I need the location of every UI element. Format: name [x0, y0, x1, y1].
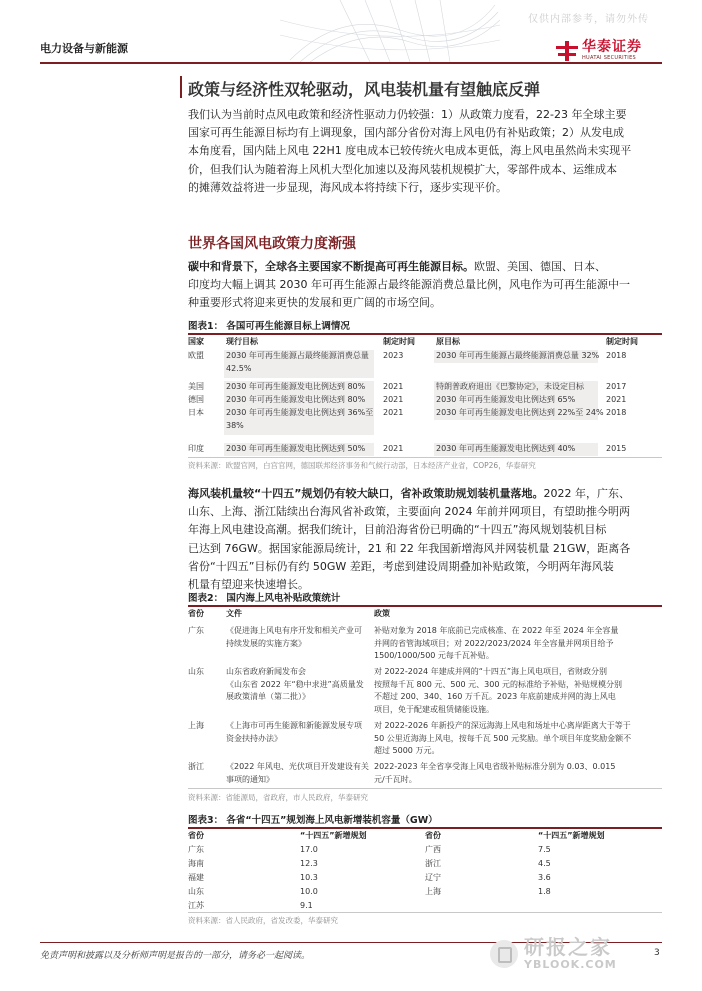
policy-paragraph: [188, 258, 662, 313]
huatai-logo: [556, 40, 642, 61]
table2: [188, 608, 662, 784]
intro-line: 我们认为当前时点风电政策和经济性驱动力仍较强：1）从政策力度看，22-23 年全球主要: [188, 108, 627, 121]
table3-province: 山东: [188, 887, 204, 896]
table1-original-target: 2030 年可再生能源发电比例达到 65%: [436, 395, 576, 404]
table3-province: 江苏: [188, 901, 204, 910]
table1-original-time: 2015: [606, 444, 627, 453]
header-divider: [40, 62, 662, 64]
offshore-line: 省份“十四五”目标仍有约 50GW 差距，考虑到建设周期叠加补贴政策，今明两年海风装: [188, 559, 614, 573]
header-globe-decoration: [280, 0, 500, 62]
table2-province: 浙江: [188, 762, 204, 771]
table2-province: 山东: [188, 667, 204, 676]
logo-text-en: HUATAI SECURITIES: [582, 55, 636, 61]
watermark-text-en: YBLOOK.COM: [524, 958, 617, 971]
table1-current-time: 2021: [383, 444, 404, 453]
table1-country: 欧盟: [188, 351, 204, 360]
table1-current-target: 2030 年可再生能源占最终能源消费总量 42.5%: [226, 351, 369, 373]
table1-source: 资料来源：欧盟官网，白宫官网，德国联邦经济事务和气候行动部，日本经济产业省，COP26，华泰研究: [188, 461, 536, 470]
table3-bottom-rule: [188, 912, 662, 913]
section-title: 政策与经济性双轮驱动，风电装机量有望触底反弹: [188, 80, 541, 99]
table3-capacity: 17.0: [300, 845, 318, 854]
table2-bottom-rule: [188, 788, 662, 789]
policy-line: 欧盟、美国、德国、日本、: [474, 260, 606, 273]
table2-title: 图表2： 国内海上风电补贴政策统计: [188, 593, 341, 604]
footer-disclaimer: 免责声明和披露以及分析师声明是报告的一部分，请务必一起阅读。: [40, 951, 311, 961]
section-subtitle: 世界各国风电政策力度渐强: [188, 236, 356, 252]
table2-province: 上海: [188, 721, 204, 730]
table1-original-time: 2018: [606, 408, 627, 417]
table2-policy: 2022-2023 年全省享受海上风电省级补贴标准分别为 0.03、0.015 元/千瓦时。: [374, 762, 616, 784]
table2-document: 山东省政府新闻发布会 《山东省 2022 年“稳中求进”高质量发 展政策清单（第二批）》: [226, 667, 364, 701]
table2-province: 广东: [188, 626, 204, 635]
table1-header-cell: 国家: [188, 337, 204, 346]
table3-capacity: 9.1: [300, 901, 313, 910]
table3-province: 广东: [188, 845, 204, 854]
table2-top-rule: [188, 605, 662, 607]
table1-current-target: 2030 年可再生能源发电比例达到 80%: [226, 395, 366, 404]
header-watermark: 仅供内部参考，请勿外传: [528, 14, 649, 25]
table3-province: 福建: [188, 873, 204, 882]
table1-current-time: 2021: [383, 395, 404, 404]
table1-current-target: 2030 年可再生能源发电比例达到 80%: [226, 382, 366, 391]
table1-title: 图表1： 各国可再生能源目标上调情况: [188, 321, 350, 332]
policy-line: 种重要形式将迎来更快的发展和更广阔的市场空间。: [188, 296, 441, 310]
table3-capacity: 7.5: [538, 845, 551, 854]
table1-country: 日本: [188, 408, 204, 417]
table3-province: 广西: [425, 845, 441, 854]
table2-header-cell: 文件: [226, 609, 242, 618]
offshore-line: 年海上风电建设高潮。据我们统计，目前沿海省份已明确的“十四五”海风规划装机目标: [188, 523, 607, 537]
table3-capacity: 4.5: [538, 859, 551, 868]
table2-source: 资料来源：省能源局，省政府，市人民政府，华泰研究: [188, 793, 368, 802]
table1-original-time: 2018: [606, 351, 627, 360]
table1-bottom-rule: [188, 457, 662, 458]
intro-line: 国家可再生能源目标均有上调现象，国内部分省份对海上风电仍有补贴政策；2）从发电成: [188, 126, 624, 140]
header-category: 电力设备与新能源: [40, 42, 128, 55]
offshore-line: 2022 年，广东、: [543, 487, 630, 500]
table3-capacity: 10.3: [300, 873, 318, 882]
table1-original-target: 2030 年可再生能源发电比例达到 40%: [436, 444, 576, 453]
intro-line: 本角度看，国内陆上风电 22H1 度电成本已较传统火电成本更低，海上风电虽然尚未实现平: [188, 144, 632, 158]
table1-original-target: 2030 年可再生能源占最终能源消费总量 32%: [436, 351, 600, 360]
table1-country: 德国: [188, 395, 204, 404]
table2-header-cell: 政策: [374, 609, 390, 618]
table1-top-rule: [188, 333, 662, 335]
table3-capacity: 3.6: [538, 873, 551, 882]
table1-current-target: 2030 年可再生能源发电比例达到 50%: [226, 444, 366, 453]
table1-original-time: 2017: [606, 382, 627, 391]
table3-header-cell: “十四五”新增规划: [538, 831, 605, 840]
offshore-line: 已达到 76GW。据国家能源局统计，21 和 22 年我国新增海风并网装机量 21GW，距离各: [188, 541, 631, 555]
table1-header-cell: 制定时间: [383, 337, 415, 346]
logo-text-cn: 华泰证券: [582, 39, 642, 55]
table3-header-cell: 省份: [425, 831, 441, 840]
offshore-line: 山东、上海、浙江陆续出台海风省补政策，主要面向 2024 年前并网项目，有望助推今明两: [188, 505, 630, 519]
table1-header-cell: 制定时间: [606, 337, 638, 346]
table1-current-target: 2030 年可再生能源发电比例达到 36%至 38%: [226, 408, 374, 430]
table1-country: 印度: [188, 444, 204, 453]
table3-source: 资料来源：省人民政府，省发改委，华泰研究: [188, 916, 338, 925]
offshore-paragraph: [188, 485, 662, 594]
table2-document: 《上海市可再生能源和新能源发展专项 资金扶持办法》: [226, 721, 362, 743]
table1-country: 美国: [188, 382, 204, 391]
page-number: 3: [654, 948, 660, 958]
table1-current-time: 2023: [383, 351, 404, 360]
table3-province: 上海: [425, 887, 441, 896]
table3-capacity: 1.8: [538, 887, 551, 896]
intro-paragraph: [188, 106, 662, 197]
intro-line: 价，但我们认为随着海上风机大型化加速以及海风装机规模扩大，零部件成本、运维成本: [188, 162, 617, 176]
policy-line: 印度均大幅上调其 2030 年可再生能源占最终能源消费总量比例，风电作为可再生能源中一: [188, 278, 630, 292]
table2-policy: 对 2022-2024 年建成并网的“十四五”海上风电项目，省财政分别 按照每千瓦 800 元、500 元、300 元的标准给予补贴，补贴规模分别 不超过 200、340、160 万千瓦。2023 年底前建成并网的海上风电 项目，免于配建或租赁储能设施。: [374, 667, 622, 714]
logo-mark-icon: [556, 41, 578, 61]
table2-document: 《2022 年风电、光伏项目开发建设有关 事项的通知》: [226, 762, 369, 784]
table1-original-target: 特朗普政府退出《巴黎协定》，未设定目标: [436, 382, 584, 391]
table3-header-cell: 省份: [188, 831, 204, 840]
offshore-lead-bold: 海风装机量较“十四五”规划仍有较大缺口，省补政策助规划装机量落地。: [188, 487, 544, 500]
table2-document: 《促进海上风电有序开发和相关产业可 持续发展的实施方案》: [226, 626, 362, 648]
table3-province: 辽宁: [425, 873, 441, 882]
intro-line: 的摊薄效益将进一步显现，海风成本将持续下行，逐步实现平价。: [188, 180, 507, 194]
table1-original-time: 2021: [606, 395, 627, 404]
table2-policy: 补贴对象为 2018 年底前已完成核准、在 2022 年至 2024 年全容量 并网的省管海域项目；对 2022/2023/2024 年全容量并网项目给予 1500/1000/500 元每千瓦补贴。: [374, 626, 619, 660]
table3-province: 浙江: [425, 859, 441, 868]
table1-header-cell: 现行目标: [226, 337, 258, 346]
table1-current-time: 2021: [383, 408, 404, 417]
table2-header-cell: 省份: [188, 609, 204, 618]
table3-capacity: 10.0: [300, 887, 318, 896]
site-watermark: [490, 936, 617, 971]
watermark-text-cn: 研报之家: [524, 935, 612, 959]
policy-lead-bold: 碳中和背景下，全球各主要国家不断提高可再生能源目标。: [188, 260, 474, 273]
watermark-logo-icon: [490, 940, 518, 968]
table3-title: 图表3： 各省“十四五”规划海上风电新增装机容量（GW）: [188, 815, 438, 826]
table3: [188, 830, 662, 910]
section-title-bar: [180, 76, 182, 98]
table3-province: 海南: [188, 859, 204, 868]
table2-policy: 对 2022-2026 年新投产的深远海海上风电和场址中心离岸距离大于等于 50 公里近海海上风电，按每千瓦 500 元奖励。单个项目年度奖励金额不 超过 5000 万元。: [374, 721, 632, 755]
table3-capacity: 12.3: [300, 859, 318, 868]
table3-header-cell: “十四五”新增规划: [300, 831, 367, 840]
table3-top-rule: [188, 827, 662, 829]
table1-current-time: 2021: [383, 382, 404, 391]
table1-original-target: 2030 年可再生能源发电比例达到 22%至 24%: [436, 408, 604, 417]
table1-header-cell: 原目标: [436, 337, 460, 346]
offshore-line: 机量有望迎来快速增长。: [188, 578, 309, 592]
